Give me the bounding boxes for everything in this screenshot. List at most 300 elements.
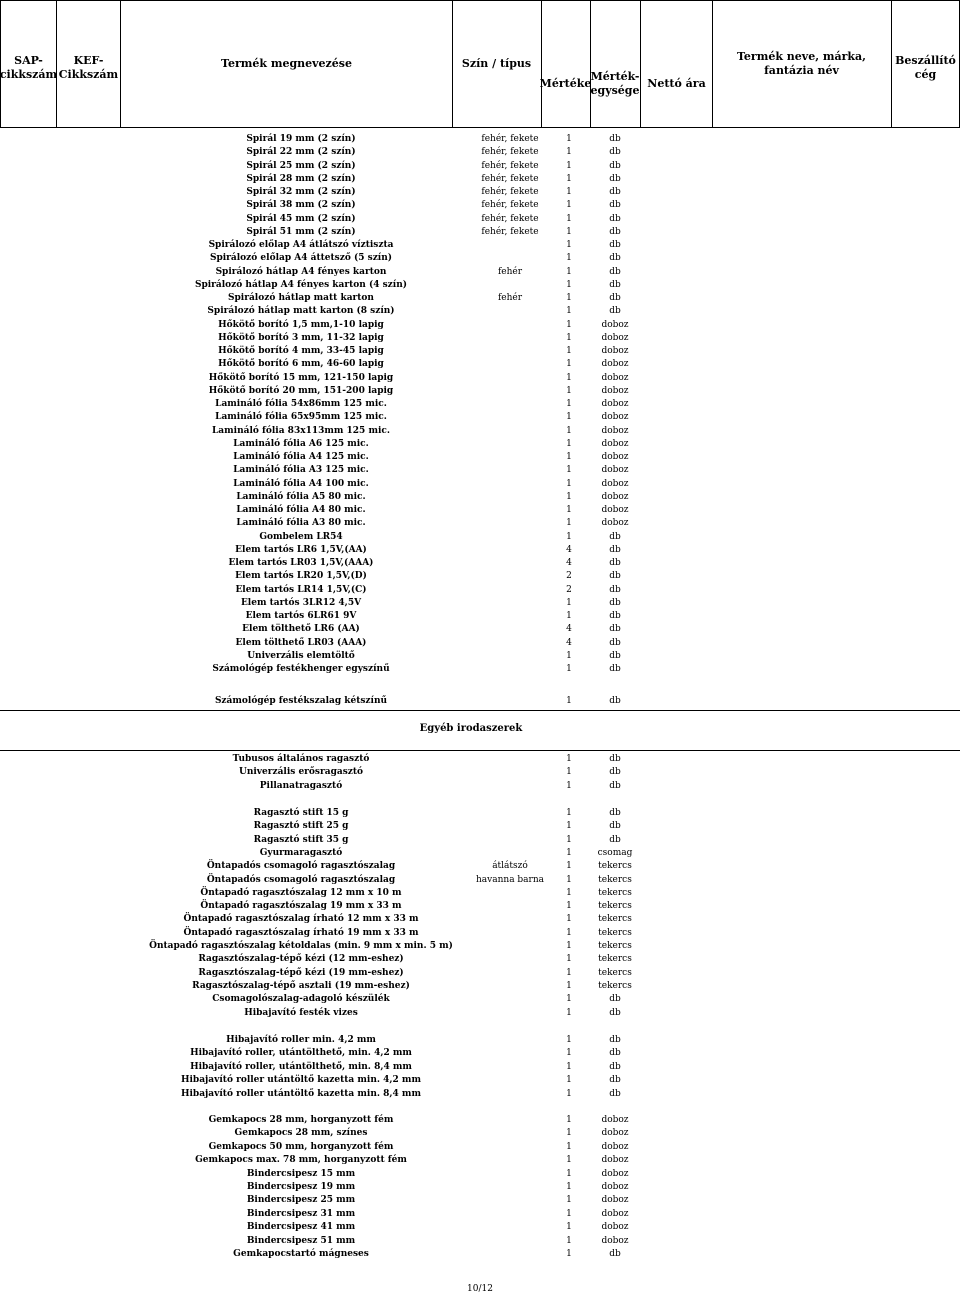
item-quantity: 1 — [566, 1035, 572, 1045]
item-quantity: 4 — [566, 624, 572, 635]
item-quantity: 1 — [566, 478, 572, 489]
table-row — [0, 584, 960, 597]
item-unit: db — [609, 780, 621, 791]
item-name: Hibajavító festék vizes — [244, 1007, 358, 1018]
table-row — [0, 860, 960, 873]
item-quantity: 1 — [566, 385, 572, 396]
item-name: Lamináló fólia A6 125 mic. — [233, 438, 369, 449]
item-unit: tekercs — [598, 874, 632, 885]
item-quantity: 1 — [566, 1195, 572, 1206]
item-unit: db — [609, 293, 621, 303]
item-name: Lamináló fólia 83x113mm 125 mic. — [211, 425, 391, 436]
item-unit: db — [609, 767, 621, 778]
item-quantity: 1 — [566, 160, 572, 171]
item-unit: db — [609, 187, 621, 197]
table-row — [0, 820, 960, 833]
item-unit: db — [609, 279, 621, 290]
table-row — [0, 557, 960, 570]
item-quantity: 1 — [566, 808, 572, 818]
item-name: Univerzális elemtöltő — [247, 650, 355, 661]
table-row — [0, 1181, 960, 1194]
item-unit: db — [609, 253, 621, 264]
table-row — [0, 319, 960, 332]
item-name: Elem tartós LR03 1,5V,(AAA) — [228, 558, 374, 568]
item-name: Tubusos általános ragasztó — [232, 754, 370, 764]
item-name: Spirálozó előlap A4 átlátszó víztiszta — [208, 240, 394, 250]
item-quantity: 1 — [566, 279, 572, 290]
item-name: Öntapadós csomagoló ragasztószalag — [206, 861, 396, 872]
item-name: Gemkapocs 28 mm, színes — [234, 1128, 368, 1139]
item-quantity: 4 — [566, 544, 572, 555]
item-name: Lamináló fólia 65x95mm 125 mic. — [215, 412, 387, 423]
item-unit: db — [609, 147, 621, 158]
item-name: Spirál 28 mm (2 szín) — [246, 173, 356, 184]
item-unit: doboz — [601, 332, 629, 343]
table-row — [0, 927, 960, 940]
item-quantity: 1 — [566, 914, 572, 925]
item-unit: doboz — [601, 425, 629, 436]
item-unit: tekercs — [598, 954, 632, 965]
table-row — [0, 252, 960, 265]
item-unit: db — [609, 134, 621, 144]
table-row — [0, 695, 960, 708]
table-row — [0, 953, 960, 966]
item-name: Gemkapocstartó mágneses — [233, 1249, 369, 1259]
item-unit: doboz — [601, 1182, 629, 1192]
item-quantity: 1 — [566, 226, 572, 237]
item-unit: db — [609, 808, 621, 818]
item-name: Bindercsipesz 25 mm — [246, 1195, 356, 1206]
item-name: Számológép festékszalag kétszínű — [214, 696, 388, 706]
item-unit: db — [609, 544, 621, 555]
item-name: Gombelem LR54 — [259, 531, 343, 542]
item-name: Hibajavító roller utántöltő kazetta min. 8,4 mm — [181, 1088, 421, 1099]
header-mertek: Mértéke — [539, 77, 592, 90]
item-name: Spirál 25 mm (2 szín) — [246, 160, 356, 171]
table-row — [0, 637, 960, 650]
item-color: fehér, fekete — [481, 173, 539, 184]
item-name: Spirál 19 mm (2 szín) — [246, 134, 356, 144]
item-unit: doboz — [601, 412, 629, 423]
item-name: Hibajavító roller utántöltő kazetta min. 4,2 mm — [181, 1075, 421, 1086]
item-color: fehér — [497, 293, 523, 303]
table-row — [0, 1061, 960, 1074]
item-quantity: 1 — [566, 1222, 572, 1233]
item-name: Pillanatragasztó — [259, 780, 343, 791]
table-row — [0, 544, 960, 557]
item-unit: db — [609, 200, 621, 211]
table-row — [0, 1154, 960, 1167]
item-unit: doboz — [601, 438, 629, 449]
item-quantity: 1 — [566, 597, 572, 608]
item-name: Öntapadós csomagoló ragasztószalag — [206, 874, 396, 885]
item-quantity: 2 — [566, 571, 572, 582]
item-unit: doboz — [601, 491, 629, 502]
item-name: Lamináló fólia A3 80 mic. — [236, 518, 366, 529]
item-quantity: 1 — [566, 821, 572, 832]
item-quantity: 1 — [566, 611, 572, 621]
item-name: Spirál 38 mm (2 szín) — [246, 200, 356, 211]
item-quantity: 1 — [566, 293, 572, 303]
table-row — [0, 464, 960, 477]
item-name: Ragasztó stift 35 g — [253, 834, 349, 845]
item-name: Bindercsipesz 41 mm — [246, 1222, 356, 1233]
item-quantity: 1 — [566, 887, 572, 898]
item-quantity: 1 — [566, 780, 572, 791]
table-row — [0, 1235, 960, 1248]
table-row — [0, 753, 960, 766]
table-row — [0, 133, 960, 146]
item-name: Ragasztó stift 25 g — [253, 821, 349, 832]
table-row — [0, 834, 960, 847]
item-name: Spirál 32 mm (2 szín) — [246, 187, 356, 197]
item-quantity: 1 — [566, 200, 572, 211]
item-name: Elem tartós LR6 1,5V,(AA) — [235, 544, 367, 555]
table-row — [0, 266, 960, 279]
table-row — [0, 372, 960, 385]
table-row — [0, 226, 960, 239]
table-row — [0, 766, 960, 779]
item-name: Csomagolószalag-adagoló készülék — [212, 994, 390, 1005]
item-name: Elem tölthető LR03 (AAA) — [235, 637, 367, 648]
item-name: Öntapadó ragasztószalag 12 mm x 10 m — [200, 887, 402, 898]
table-row — [0, 199, 960, 212]
table-row — [0, 597, 960, 610]
item-unit: db — [609, 597, 621, 608]
table-row — [0, 292, 960, 305]
table-row — [0, 1088, 960, 1101]
item-quantity: 1 — [566, 874, 572, 885]
item-quantity: 1 — [566, 1141, 572, 1152]
item-quantity: 1 — [566, 187, 572, 197]
item-unit: doboz — [601, 505, 629, 515]
item-quantity: 1 — [566, 346, 572, 356]
item-unit: db — [609, 1249, 621, 1259]
item-quantity: 1 — [566, 452, 572, 462]
item-name: Hőkötő borító 20 mm, 151-200 lapig — [208, 385, 394, 396]
table-row — [0, 279, 960, 292]
table-row — [0, 213, 960, 226]
table-row — [0, 1248, 960, 1261]
table-row — [0, 847, 960, 860]
table-row — [0, 623, 960, 636]
item-unit: doboz — [601, 1155, 629, 1166]
table-row — [0, 531, 960, 544]
item-name: Öntapadó ragasztószalag írható 12 mm x 33 m — [183, 914, 419, 925]
table-row — [0, 650, 960, 663]
item-quantity: 1 — [566, 834, 572, 845]
item-unit: tekercs — [598, 901, 632, 912]
table-row — [0, 345, 960, 358]
item-name: Lamináló fólia A5 80 mic. — [236, 491, 366, 502]
item-quantity: 1 — [566, 518, 572, 529]
item-unit: doboz — [601, 319, 629, 330]
table-row — [0, 967, 960, 980]
item-unit: doboz — [601, 465, 629, 476]
item-name: Elem tartós LR14 1,5V,(C) — [235, 584, 367, 595]
item-unit: doboz — [601, 1168, 629, 1179]
item-name: Öntapadó ragasztószalag írható 19 mm x 33 m — [183, 927, 419, 938]
item-name: Bindercsipesz 15 mm — [246, 1168, 356, 1179]
table-row — [0, 332, 960, 345]
table-row — [0, 1047, 960, 1060]
table-row — [0, 504, 960, 517]
item-quantity: 1 — [566, 1208, 572, 1219]
item-name: Lamináló fólia 54x86mm 125 mic. — [215, 399, 387, 409]
item-unit: tekercs — [598, 914, 632, 925]
item-unit: tekercs — [598, 887, 632, 898]
item-quantity: 1 — [566, 1007, 572, 1018]
item-unit: doboz — [601, 1208, 629, 1219]
item-unit: tekercs — [598, 941, 632, 951]
item-quantity: 1 — [566, 173, 572, 184]
item-color: fehér, fekete — [481, 226, 539, 237]
item-name: Bindercsipesz 51 mm — [246, 1235, 356, 1246]
item-quantity: 1 — [566, 767, 572, 778]
item-name: Spirálozó hátlap A4 fényes karton (4 szín) — [194, 279, 408, 290]
item-quantity: 1 — [566, 754, 572, 764]
item-unit: doboz — [601, 1141, 629, 1152]
item-unit: doboz — [601, 1235, 629, 1246]
table-row — [0, 451, 960, 464]
item-quantity: 1 — [566, 1061, 572, 1072]
table-row — [0, 1034, 960, 1047]
item-quantity: 1 — [566, 412, 572, 423]
item-quantity: 1 — [566, 967, 572, 978]
item-unit: db — [609, 821, 621, 832]
item-unit: doboz — [601, 399, 629, 409]
item-quantity: 1 — [566, 1249, 572, 1259]
item-unit: doboz — [601, 385, 629, 396]
table-row — [0, 900, 960, 913]
item-name: Spirál 22 mm (2 szín) — [246, 147, 356, 158]
table-row — [0, 1074, 960, 1087]
item-name: Hőkötő borító 6 mm, 46-60 lapig — [218, 359, 384, 370]
header-kef: KEF- Cikkszám — [58, 54, 119, 81]
item-unit: db — [609, 664, 621, 674]
item-name: Ragasztó stift 15 g — [253, 808, 349, 818]
table-row — [0, 305, 960, 318]
item-unit: db — [609, 624, 621, 635]
item-quantity: 2 — [566, 584, 572, 595]
item-unit: tekercs — [598, 967, 632, 978]
item-unit: db — [609, 1088, 621, 1099]
item-name: Elem tölthető LR6 (AA) — [242, 624, 360, 635]
item-quantity: 1 — [566, 1115, 572, 1125]
item-name: Gyurmaragasztó — [259, 847, 343, 858]
item-quantity: 1 — [566, 1182, 572, 1192]
item-quantity: 1 — [566, 306, 572, 317]
item-name: Hőkötő borító 4 mm, 33-45 lapig — [218, 346, 384, 356]
header-supplier: Beszállító cég — [895, 54, 956, 81]
item-quantity: 1 — [566, 319, 572, 330]
item-unit: db — [609, 1035, 621, 1045]
table-row — [0, 1194, 960, 1207]
item-quantity: 1 — [566, 1168, 572, 1179]
table-row — [0, 807, 960, 820]
item-quantity: 1 — [566, 147, 572, 158]
table-row — [0, 186, 960, 199]
item-name: Bindercsipesz 31 mm — [246, 1208, 356, 1219]
table-row — [0, 517, 960, 530]
item-quantity: 1 — [566, 664, 572, 674]
item-quantity: 1 — [566, 1155, 572, 1166]
item-name: Hibajavító roller, utántölthető, min. 8,4 mm — [190, 1061, 412, 1072]
item-quantity: 1 — [566, 425, 572, 436]
table-row — [0, 1168, 960, 1181]
item-quantity: 1 — [566, 1075, 572, 1086]
item-quantity: 1 — [566, 980, 572, 991]
item-name: Spirálozó előlap A4 áttetsző (5 szín) — [209, 253, 393, 264]
table-row — [0, 1208, 960, 1221]
item-quantity: 1 — [566, 359, 572, 370]
item-quantity: 1 — [566, 266, 572, 277]
item-unit: doboz — [601, 1115, 629, 1125]
item-name: Öntapadó ragasztószalag kétoldalas (min. 9 mm x min. 5 m) — [149, 941, 453, 951]
item-quantity: 1 — [566, 372, 572, 383]
item-quantity: 1 — [566, 253, 572, 264]
item-quantity: 1 — [566, 650, 572, 661]
header-sap: SAP- cikkszám — [0, 54, 58, 81]
table-row — [0, 425, 960, 438]
header-brand: Termék neve, márka, fantázia név — [737, 50, 866, 77]
table-row — [0, 1127, 960, 1140]
table-row — [0, 239, 960, 252]
header-unit: Mérték- egysége — [590, 70, 640, 97]
header-name: Termék megnevezése — [221, 57, 352, 70]
table-row — [0, 411, 960, 424]
table-row — [0, 980, 960, 993]
table-row — [0, 146, 960, 159]
item-unit: db — [609, 1061, 621, 1072]
section-divider-bottom — [0, 750, 960, 751]
item-unit: db — [609, 306, 621, 317]
table-row — [0, 1114, 960, 1127]
item-unit: db — [609, 637, 621, 648]
item-color: fehér — [497, 266, 523, 277]
table-row — [0, 1141, 960, 1154]
item-name: Ragasztószalag-tépő kézi (19 mm-eshez) — [198, 967, 404, 978]
table-row — [0, 478, 960, 491]
item-unit: csomag — [597, 847, 633, 858]
item-name: Gemkapocs max. 78 mm, horganyzott fém — [195, 1155, 407, 1166]
table-row — [0, 913, 960, 926]
item-quantity: 1 — [566, 927, 572, 938]
item-unit: db — [609, 1075, 621, 1086]
item-unit: doboz — [601, 372, 629, 383]
item-name: Univerzális erősragasztó — [238, 767, 364, 778]
item-quantity: 1 — [566, 213, 572, 224]
item-unit: tekercs — [598, 861, 632, 872]
header-price: Nettó ára — [647, 77, 706, 90]
item-color: fehér, fekete — [481, 187, 539, 197]
item-name: Lamináló fólia A4 100 mic. — [233, 478, 369, 489]
item-quantity: 1 — [566, 531, 572, 542]
item-color: fehér, fekete — [481, 160, 539, 171]
item-name: Lamináló fólia A4 125 mic. — [233, 452, 369, 462]
item-quantity: 1 — [566, 847, 572, 858]
item-name: Gemkapocs 50 mm, horganyzott fém — [208, 1141, 394, 1152]
item-unit: db — [609, 584, 621, 595]
item-unit: db — [609, 1048, 621, 1059]
item-quantity: 1 — [566, 994, 572, 1005]
item-name: Spirálozó hátlap A4 fényes karton — [215, 266, 387, 277]
table-row — [0, 1221, 960, 1234]
item-unit: doboz — [601, 359, 629, 370]
item-unit: doboz — [601, 478, 629, 489]
item-unit: db — [609, 240, 621, 250]
table-row — [0, 438, 960, 451]
item-quantity: 1 — [566, 954, 572, 965]
item-color: fehér, fekete — [481, 200, 539, 211]
item-unit: doboz — [601, 1128, 629, 1139]
item-name: Elem tartós 6LR61 9V — [245, 611, 357, 621]
item-quantity: 1 — [566, 861, 572, 872]
item-unit: db — [609, 531, 621, 542]
item-quantity: 1 — [566, 399, 572, 409]
item-name: Hibajavító roller, utántölthető, min. 4,2 mm — [190, 1048, 412, 1059]
item-unit: db — [609, 994, 621, 1005]
table-row — [0, 173, 960, 186]
item-unit: doboz — [601, 1222, 629, 1233]
table-row — [0, 358, 960, 371]
table-row — [0, 993, 960, 1006]
item-color: átlátszó — [492, 861, 528, 872]
item-quantity: 4 — [566, 637, 572, 648]
item-quantity: 1 — [566, 696, 572, 706]
item-name: Elem tartós LR20 1,5V,(D) — [235, 571, 367, 582]
item-unit: tekercs — [598, 927, 632, 938]
item-quantity: 4 — [566, 558, 572, 568]
item-unit: db — [609, 754, 621, 764]
item-unit: db — [609, 226, 621, 237]
item-unit: db — [609, 1007, 621, 1018]
section-divider-top — [0, 710, 960, 711]
item-color: fehér, fekete — [481, 213, 539, 224]
item-unit: db — [609, 650, 621, 661]
item-unit: db — [609, 160, 621, 171]
item-unit: db — [609, 696, 621, 706]
table-row — [0, 398, 960, 411]
section-title: Egyéb irodaszerek — [419, 723, 523, 734]
item-name: Spirálozó hátlap matt karton — [228, 293, 374, 303]
item-unit: db — [609, 571, 621, 582]
item-unit: doboz — [601, 1195, 629, 1206]
item-color: havanna barna — [475, 874, 545, 885]
item-color: fehér, fekete — [481, 134, 539, 144]
item-unit: db — [609, 558, 621, 568]
item-quantity: 1 — [566, 332, 572, 343]
item-quantity: 1 — [566, 465, 572, 476]
table-row — [0, 663, 960, 676]
item-name: Ragasztószalag-tépő kézi (12 mm-eshez) — [198, 954, 404, 965]
item-name: Öntapadó ragasztószalag 19 mm x 33 m — [200, 901, 402, 912]
item-name: Hibajavító roller min. 4,2 mm — [226, 1035, 376, 1045]
item-quantity: 1 — [566, 901, 572, 912]
item-unit: db — [609, 266, 621, 277]
table-row — [0, 780, 960, 793]
item-color: fehér, fekete — [481, 147, 539, 158]
item-unit: tekercs — [598, 980, 632, 991]
item-name: Hőkötő borító 1,5 mm,1-10 lapig — [218, 319, 384, 330]
item-unit: doboz — [601, 452, 629, 462]
item-quantity: 1 — [566, 438, 572, 449]
item-name: Bindercsipesz 19 mm — [246, 1182, 356, 1192]
table-row — [0, 160, 960, 173]
item-quantity: 1 — [566, 134, 572, 144]
item-unit: db — [609, 173, 621, 184]
item-quantity: 1 — [566, 1128, 572, 1139]
